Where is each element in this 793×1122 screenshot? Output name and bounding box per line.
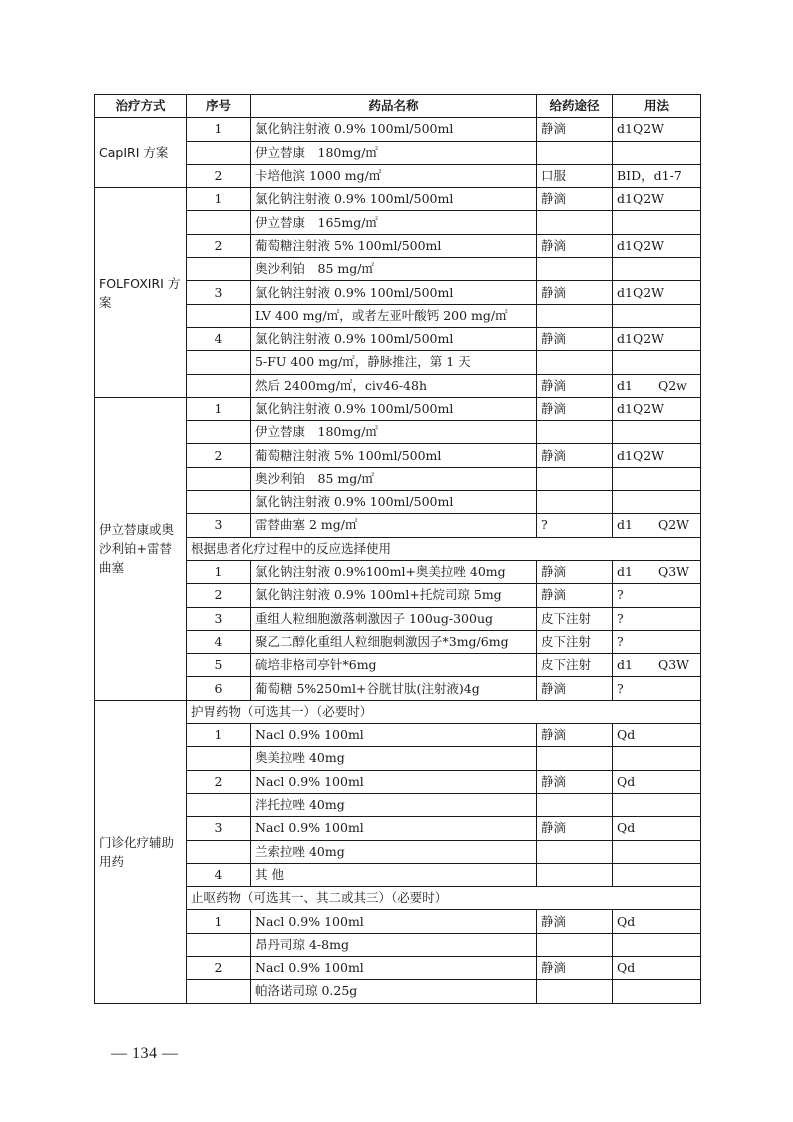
drug-cell: 雷替曲塞 2 mg/㎡ <box>251 514 537 537</box>
treatment-group-outpatient: 门诊化疗辅助用药 <box>95 700 187 1003</box>
usage-cell: Qd <box>613 817 701 840</box>
section-note: 止呕药物（可选其一、其二或其三）（必要时） <box>187 887 701 910</box>
seq-cell: 2 <box>187 444 251 467</box>
route-cell: 静滴 <box>537 817 613 840</box>
seq-cell <box>187 980 251 1003</box>
usage-cell <box>613 421 701 444</box>
drug-cell: Nacl 0.9% 100ml <box>251 817 537 840</box>
seq-cell: 1 <box>187 118 251 141</box>
usage-cell <box>613 863 701 886</box>
drug-cell: 硫培非格司亭针*6mg <box>251 654 537 677</box>
seq-cell: 3 <box>187 607 251 630</box>
drug-cell: Nacl 0.9% 100ml <box>251 770 537 793</box>
usage-cell: BID，d1-7 <box>613 164 701 187</box>
route-cell: 静滴 <box>537 327 613 350</box>
seq-cell: 2 <box>187 164 251 187</box>
seq-cell <box>187 258 251 281</box>
route-cell: 静滴 <box>537 281 613 304</box>
drug-cell: 伊立替康 180mg/㎡ <box>251 421 537 444</box>
table-header-row <box>95 95 701 118</box>
usage-cell <box>613 211 701 234</box>
usage-cell: ? <box>613 677 701 700</box>
table-row <box>95 397 701 420</box>
route-cell: ? <box>537 514 613 537</box>
drug-cell: 氯化钠注射液 0.9% 100ml/500ml <box>251 397 537 420</box>
usage-cell: Qd <box>613 956 701 979</box>
drug-cell: 泮托拉唑 40mg <box>251 793 537 816</box>
treatment-group-folfoxiri: FOLFOXIRI 方案 <box>95 188 187 398</box>
seq-cell: 1 <box>187 560 251 583</box>
drug-cell: 兰索拉唑 40mg <box>251 840 537 863</box>
drug-cell: 葡萄糖 5%250ml+谷胱甘肽(注射液)4g <box>251 677 537 700</box>
drug-cell: 重组人粒细胞激落刺激因子 100ug-300ug <box>251 607 537 630</box>
usage-cell <box>613 840 701 863</box>
drug-cell: 氯化钠注射液 0.9% 100ml/500ml <box>251 491 537 514</box>
treatment-group-combo: 伊立替康或奥沙利铂+雷替曲塞 <box>95 397 187 700</box>
usage-cell: d1Q2W <box>613 397 701 420</box>
usage-cell <box>613 304 701 327</box>
usage-cell: ? <box>613 630 701 653</box>
section-note: 护胃药物（可选其一）（必要时） <box>187 700 701 723</box>
route-cell <box>537 933 613 956</box>
seq-cell: 2 <box>187 584 251 607</box>
usage-cell: d1Q2W <box>613 118 701 141</box>
drug-cell: 氯化钠注射液 0.9% 100ml/500ml <box>251 118 537 141</box>
drug-cell: 葡萄糖注射液 5% 100ml/500ml <box>251 234 537 257</box>
regimen-table <box>94 94 701 1004</box>
route-cell <box>537 491 613 514</box>
route-cell <box>537 351 613 374</box>
drug-cell: 伊立替康 180mg/㎡ <box>251 141 537 164</box>
seq-cell <box>187 747 251 770</box>
route-cell <box>537 211 613 234</box>
seq-cell: 3 <box>187 281 251 304</box>
table-row <box>95 700 701 723</box>
seq-cell: 4 <box>187 863 251 886</box>
header-method: 治疗方式 <box>95 95 187 118</box>
seq-cell <box>187 141 251 164</box>
drug-cell: 氯化钠注射液 0.9%100ml+奥美拉唑 40mg <box>251 560 537 583</box>
route-cell: 皮下注射 <box>537 654 613 677</box>
route-cell: 口服 <box>537 164 613 187</box>
drug-cell: Nacl 0.9% 100ml <box>251 910 537 933</box>
usage-cell: ? <box>613 607 701 630</box>
drug-cell: 昂丹司琼 4-8mg <box>251 933 537 956</box>
usage-cell: d1 Q3W <box>613 560 701 583</box>
seq-cell: 1 <box>187 397 251 420</box>
table-row <box>95 118 701 141</box>
seq-cell: 2 <box>187 956 251 979</box>
seq-cell: 3 <box>187 817 251 840</box>
seq-cell: 2 <box>187 234 251 257</box>
usage-cell <box>613 467 701 490</box>
drug-cell: 奥沙利铂 85 mg/㎡ <box>251 258 537 281</box>
drug-cell: 其 他 <box>251 863 537 886</box>
seq-cell <box>187 933 251 956</box>
drug-cell: 聚乙二醇化重组人粒细胞刺激因子*3mg/6mg <box>251 630 537 653</box>
route-cell: 皮下注射 <box>537 630 613 653</box>
seq-cell <box>187 491 251 514</box>
drug-cell: 奥美拉唑 40mg <box>251 747 537 770</box>
seq-cell <box>187 211 251 234</box>
table-row <box>95 188 701 211</box>
route-cell <box>537 980 613 1003</box>
seq-cell: 1 <box>187 188 251 211</box>
seq-cell: 1 <box>187 910 251 933</box>
seq-cell: 4 <box>187 630 251 653</box>
route-cell: 静滴 <box>537 677 613 700</box>
route-cell: 静滴 <box>537 956 613 979</box>
route-cell: 静滴 <box>537 374 613 397</box>
drug-cell: Nacl 0.9% 100ml <box>251 724 537 747</box>
seq-cell <box>187 421 251 444</box>
route-cell <box>537 141 613 164</box>
seq-cell <box>187 351 251 374</box>
seq-cell <box>187 467 251 490</box>
seq-cell: 6 <box>187 677 251 700</box>
route-cell: 静滴 <box>537 910 613 933</box>
seq-cell: 2 <box>187 770 251 793</box>
seq-cell: 1 <box>187 724 251 747</box>
route-cell: 静滴 <box>537 118 613 141</box>
route-cell <box>537 258 613 281</box>
usage-cell: Qd <box>613 724 701 747</box>
route-cell: 静滴 <box>537 188 613 211</box>
usage-cell <box>613 351 701 374</box>
drug-cell: 氯化钠注射液 0.9% 100ml/500ml <box>251 327 537 350</box>
seq-cell <box>187 304 251 327</box>
route-cell: 静滴 <box>537 724 613 747</box>
drug-cell: Nacl 0.9% 100ml <box>251 956 537 979</box>
usage-cell: d1Q2W <box>613 188 701 211</box>
route-cell <box>537 421 613 444</box>
section-note: 根据患者化疗过程中的反应选择使用 <box>187 537 701 560</box>
route-cell <box>537 304 613 327</box>
usage-cell: d1Q2W <box>613 281 701 304</box>
route-cell: 静滴 <box>537 397 613 420</box>
drug-cell: 葡萄糖注射液 5% 100ml/500ml <box>251 444 537 467</box>
drug-cell: 奥沙利铂 85 mg/㎡ <box>251 467 537 490</box>
usage-cell <box>613 793 701 816</box>
usage-cell <box>613 980 701 1003</box>
route-cell <box>537 793 613 816</box>
drug-cell: 氯化钠注射液 0.9% 100ml/500ml <box>251 281 537 304</box>
route-cell: 静滴 <box>537 234 613 257</box>
usage-cell: d1 Q2w <box>613 374 701 397</box>
route-cell: 静滴 <box>537 770 613 793</box>
drug-cell: 帕洛诺司琼 0.25g <box>251 980 537 1003</box>
route-cell <box>537 747 613 770</box>
route-cell <box>537 840 613 863</box>
header-seq: 序号 <box>187 95 251 118</box>
usage-cell <box>613 141 701 164</box>
drug-cell: 然后 2400mg/㎡，civ46-48h <box>251 374 537 397</box>
drug-cell: 伊立替康 165mg/㎡ <box>251 211 537 234</box>
usage-cell: ? <box>613 584 701 607</box>
usage-cell: d1Q2W <box>613 327 701 350</box>
usage-cell: d1 Q2W <box>613 514 701 537</box>
route-cell: 静滴 <box>537 444 613 467</box>
usage-cell <box>613 933 701 956</box>
usage-cell: d1Q2W <box>613 444 701 467</box>
seq-cell: 4 <box>187 327 251 350</box>
usage-cell <box>613 258 701 281</box>
seq-cell <box>187 374 251 397</box>
seq-cell: 3 <box>187 514 251 537</box>
usage-cell: d1 Q3W <box>613 654 701 677</box>
route-cell <box>537 467 613 490</box>
route-cell: 皮下注射 <box>537 607 613 630</box>
header-usage: 用法 <box>613 95 701 118</box>
usage-cell <box>613 747 701 770</box>
drug-cell: 5-FU 400 mg/㎡，静脉推注，第 1 天 <box>251 351 537 374</box>
treatment-group-capiri: CapIRI 方案 <box>95 118 187 188</box>
seq-cell <box>187 840 251 863</box>
drug-cell: 氯化钠注射液 0.9% 100ml/500ml <box>251 188 537 211</box>
usage-cell <box>613 491 701 514</box>
route-cell: 静滴 <box>537 584 613 607</box>
usage-cell: d1Q2W <box>613 234 701 257</box>
header-drug: 药品名称 <box>251 95 537 118</box>
drug-cell: LV 400 mg/㎡，或者左亚叶酸钙 200 mg/㎡ <box>251 304 537 327</box>
usage-cell: Qd <box>613 910 701 933</box>
route-cell: 静滴 <box>537 560 613 583</box>
table-body <box>95 118 701 1003</box>
page-number: — 134 — <box>111 1045 179 1062</box>
route-cell <box>537 863 613 886</box>
seq-cell <box>187 793 251 816</box>
seq-cell: 5 <box>187 654 251 677</box>
header-route: 给药途径 <box>537 95 613 118</box>
drug-cell: 卡培他滨 1000 mg/㎡ <box>251 164 537 187</box>
usage-cell: Qd <box>613 770 701 793</box>
drug-cell: 氯化钠注射液 0.9% 100ml+托烷司琼 5mg <box>251 584 537 607</box>
